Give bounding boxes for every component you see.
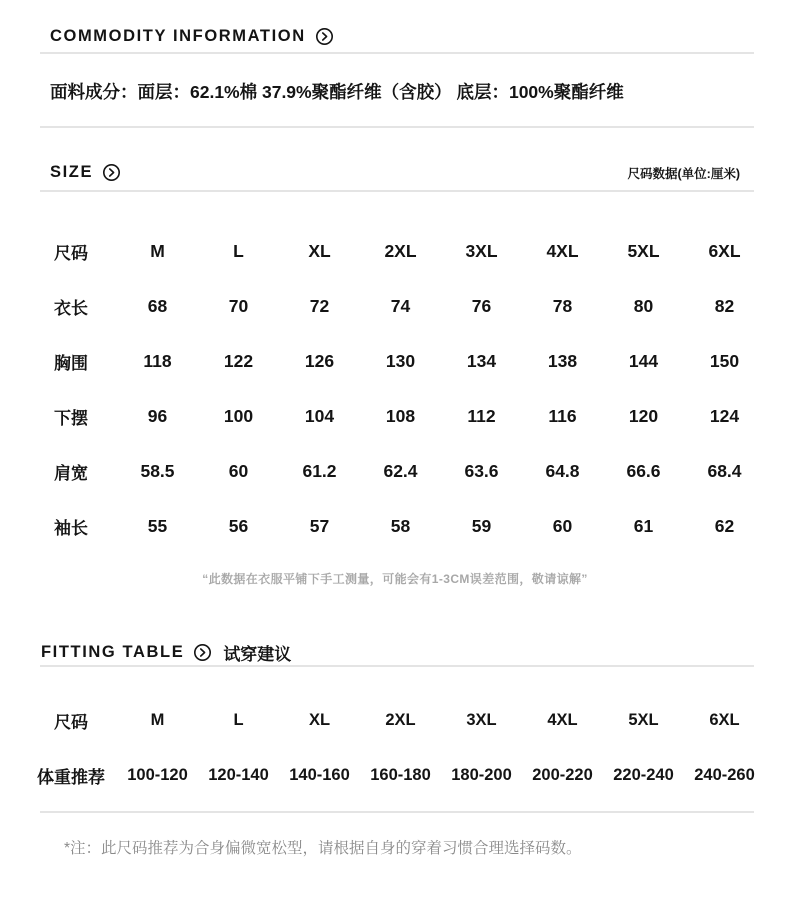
table-cell: 57 [309,516,330,536]
row-label: 衣长 [54,299,88,318]
table-cell: 62.4 [383,461,418,481]
table-cell: 118 [143,351,172,371]
table-cell: 60 [552,516,573,536]
table-cell: 56 [228,516,249,536]
table-cell: 134 [466,351,497,371]
table-cell: 2XL [384,241,417,261]
divider [40,665,754,667]
table-cell: 58.5 [140,461,175,481]
table-cell: 2XL [385,711,416,729]
table-cell: M [150,241,165,261]
table-cell: 108 [385,406,416,426]
table-cell: 100 [223,406,254,426]
divider [40,190,754,192]
table-row [25,748,765,803]
table-cell: 80 [633,296,654,316]
table-row [25,499,765,554]
table-cell: 138 [547,351,578,371]
table-cell: 68.4 [707,461,742,481]
table-cell: 160-180 [370,766,431,784]
table-row [25,224,765,279]
table-cell: 122 [223,351,254,371]
row-label: 尺码 [54,244,88,263]
fitting-table [25,693,765,803]
size-unit-note: 尺码数据(单位:厘米) [627,166,740,181]
table-cell: 144 [628,351,659,371]
chevron-right-circle-icon [102,163,121,182]
table-cell: 76 [471,296,492,316]
table-cell: L [233,711,244,729]
table-cell: 62 [714,516,735,536]
fitting-title-cn: 试穿建议 [223,645,292,664]
table-cell: 4XL [546,241,579,261]
table-cell: 55 [147,516,168,536]
table-cell: 74 [390,296,411,316]
table-cell: 240-260 [694,766,755,784]
table-cell: 200-220 [532,766,593,784]
chevron-right-circle-icon [315,27,334,46]
table-cell: 96 [147,406,168,426]
table-cell: 130 [385,351,416,371]
table-row [25,693,765,748]
divider [40,52,754,54]
table-cell: 4XL [547,711,578,729]
commodity-info-title: COMMODITY INFORMATION [50,27,306,45]
table-cell: XL [308,241,331,261]
size-section-header [50,163,740,182]
table-cell: 61.2 [302,461,337,481]
table-cell: 60 [228,461,249,481]
table-row [25,444,765,499]
divider [40,126,754,128]
commodity-info-header [50,27,334,46]
table-row [25,334,765,389]
table-cell: 140-160 [289,766,350,784]
divider [40,811,754,813]
table-cell: 63.6 [464,461,499,481]
table-cell: 180-200 [451,766,512,784]
table-cell: 5XL [628,711,659,729]
table-cell: 112 [467,406,496,426]
table-cell: 220-240 [613,766,674,784]
table-cell: 104 [304,406,335,426]
table-cell: M [150,711,165,729]
size-table [25,224,765,554]
table-row [25,389,765,444]
row-label: 下摆 [54,409,88,428]
table-cell: XL [308,711,331,729]
chevron-right-circle-icon [193,643,212,662]
table-cell: 78 [552,296,573,316]
measurement-disclaimer-note: “此数据在衣服平铺下手工测量，可能会有1-3CM误差范围，敬请谅解” [202,572,588,586]
row-label: 肩宽 [54,464,88,483]
table-cell: 124 [709,406,740,426]
table-cell: 100-120 [127,766,188,784]
table-cell: 58 [390,516,411,536]
size-title: SIZE [50,163,94,181]
table-cell: 72 [309,296,330,316]
row-label: 胸围 [54,354,88,373]
table-row [25,279,765,334]
fabric-composition-text: 面料成分：面层：62.1%棉 37.9%聚酯纤维（含胶） 底层：100%聚酯纤维 [50,82,624,102]
table-cell: 3XL [465,241,498,261]
table-cell: L [233,241,244,261]
table-cell: 5XL [627,241,660,261]
size-recommendation-note: *注：此尺码推荐为合身偏微宽松型，请根据自身的穿着习惯合理选择码数。 [64,840,582,857]
table-cell: 126 [304,351,335,371]
table-cell: 59 [471,516,492,536]
table-cell: 68 [147,296,168,316]
table-cell: 82 [714,296,735,316]
table-cell: 150 [709,351,740,371]
table-cell: 70 [228,296,249,316]
table-cell: 61 [633,516,654,536]
fitting-section-header [41,640,291,665]
table-cell: 120-140 [208,766,269,784]
row-label: 袖长 [54,519,88,538]
table-cell: 6XL [709,711,740,729]
table-cell: 66.6 [626,461,661,481]
table-cell: 6XL [708,241,741,261]
row-label: 体重推荐 [37,768,105,787]
table-cell: 120 [628,406,659,426]
table-cell: 3XL [466,711,497,729]
row-label: 尺码 [54,713,88,732]
fitting-title-en: FITTING TABLE [41,643,185,661]
table-cell: 116 [548,406,577,426]
table-cell: 64.8 [545,461,580,481]
